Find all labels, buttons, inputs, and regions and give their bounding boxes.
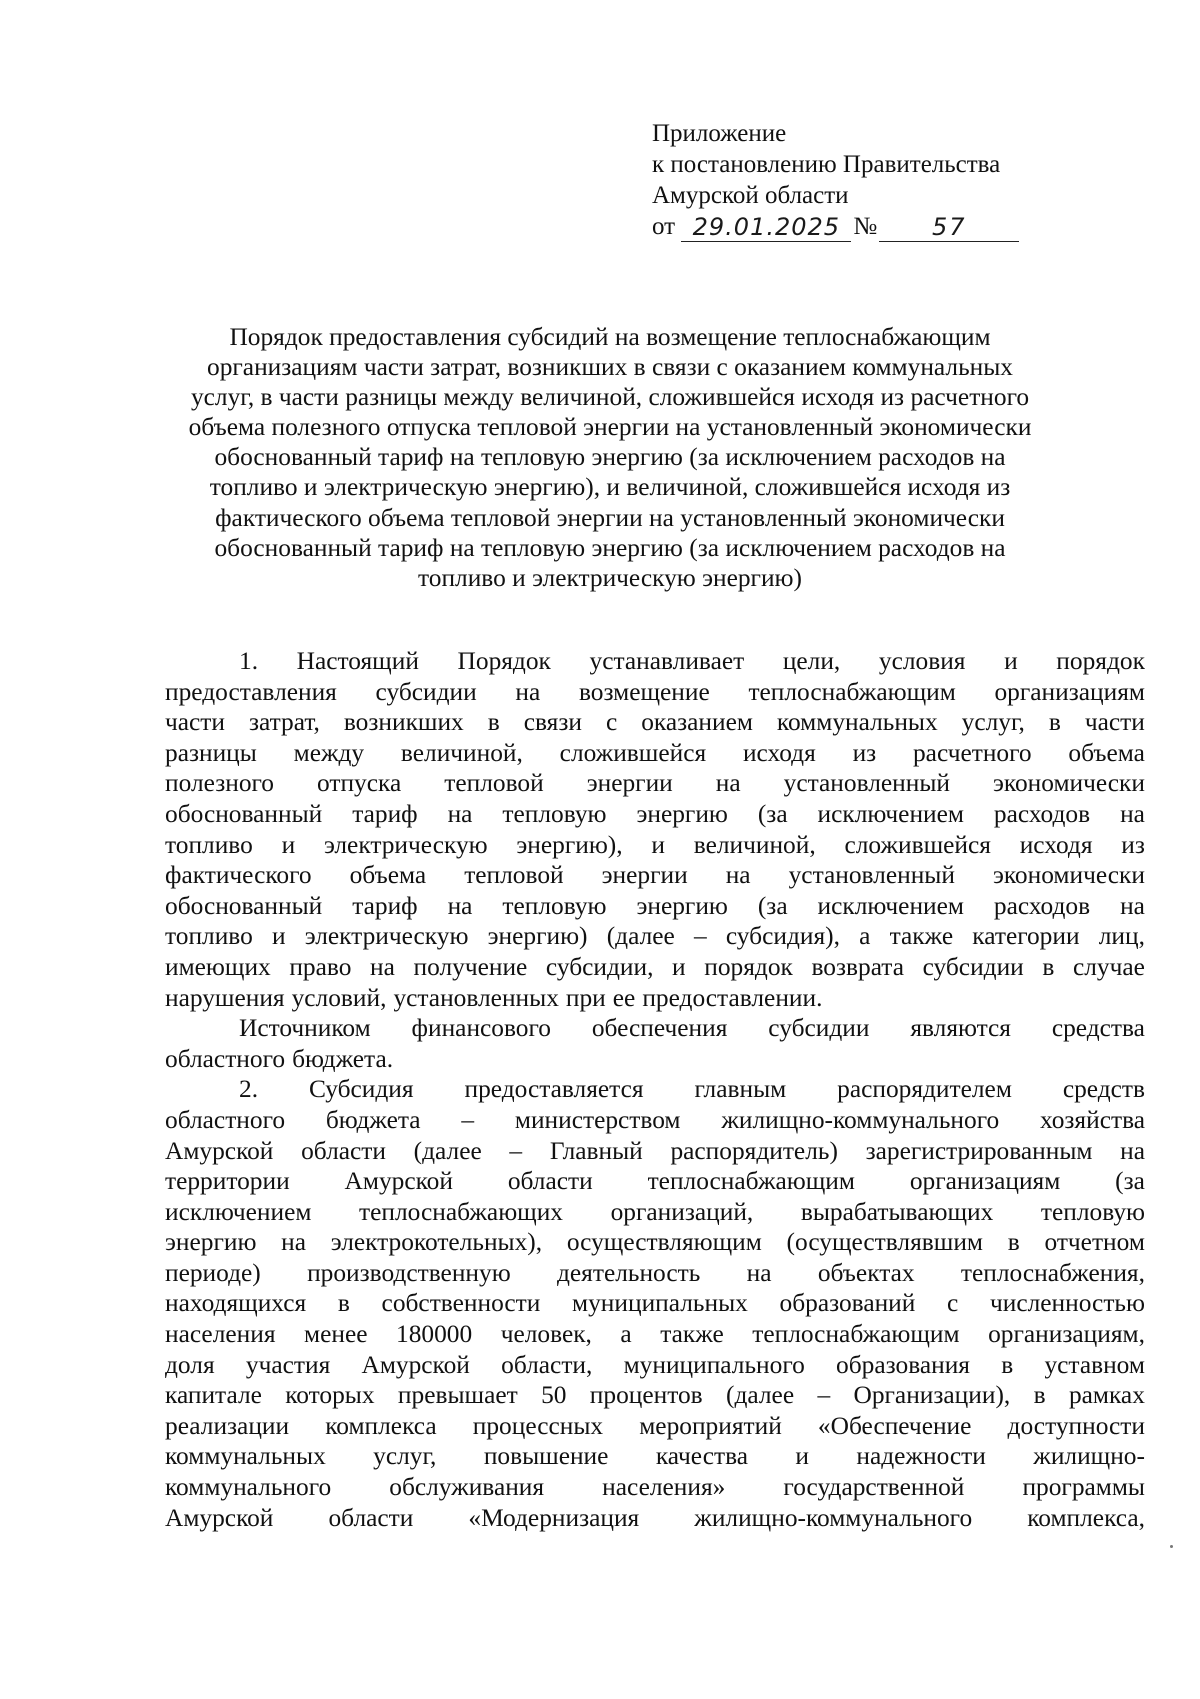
resolution-reference: к постановлению Правительства (652, 151, 1001, 178)
word: и (1004, 647, 1018, 675)
word: организаций, (610, 1197, 754, 1226)
word: величиной, (693, 830, 816, 859)
word: повышение (483, 1442, 609, 1471)
word: тепловую (1040, 1197, 1145, 1226)
word: порядок (1056, 647, 1145, 675)
word: распорядитель) (670, 1136, 838, 1165)
word: доля (165, 1350, 215, 1379)
word: Амурской (344, 1167, 453, 1196)
word: качества (655, 1442, 748, 1471)
word: с (947, 1289, 959, 1318)
word: электрокотельных), (330, 1228, 543, 1257)
word: предоставления (165, 677, 337, 706)
word: государственной (783, 1473, 965, 1502)
word: при (565, 983, 606, 1012)
word: организациям (994, 677, 1145, 706)
word: субсидии (922, 952, 1024, 981)
word: жилищно-коммунального (694, 1503, 973, 1532)
word: право (289, 952, 352, 981)
word: топливо (165, 922, 253, 951)
word: получение (413, 952, 528, 981)
word: категории (972, 922, 1080, 951)
word: установленных (393, 983, 559, 1012)
body-line (165, 1380, 1145, 1411)
word: области (301, 1136, 386, 1165)
word: части (1084, 708, 1145, 737)
word: «Обеспечение (817, 1411, 972, 1440)
word: экономически (993, 769, 1145, 798)
word: энергию (636, 799, 728, 828)
word: энергию (636, 891, 728, 920)
word: области, (501, 1350, 593, 1379)
word: надежности (856, 1442, 986, 1471)
word: оказанием (641, 708, 753, 737)
word: периоде) (165, 1258, 261, 1287)
word: Субсидия (308, 1075, 414, 1104)
body-line (165, 646, 1145, 677)
body-line (165, 1044, 1145, 1075)
word: (далее (413, 1136, 482, 1165)
word: условий, (291, 983, 387, 1012)
word: менее (304, 1320, 368, 1349)
body-line (165, 1288, 1145, 1319)
from-label: от (652, 213, 676, 240)
word: распорядителем (837, 1075, 1012, 1104)
word: теплоснабжающим (748, 677, 956, 706)
word: процессных (472, 1411, 604, 1440)
word: возникших (343, 708, 464, 737)
word: лиц, (1098, 922, 1145, 951)
word: и (672, 952, 686, 981)
word: услуг, (373, 1442, 437, 1471)
word: населения (165, 1320, 276, 1349)
word: образований (779, 1289, 916, 1318)
word: исключением (817, 891, 964, 920)
word: программы (1022, 1473, 1145, 1502)
word: Настоящий (296, 647, 419, 675)
word: случае (1072, 952, 1145, 981)
word: населения» (602, 1473, 726, 1502)
word: в (337, 1289, 350, 1318)
body-line (165, 768, 1145, 799)
word: расходов (993, 891, 1091, 920)
word: условия (878, 647, 966, 675)
word: – (817, 1381, 831, 1410)
word: экономически (992, 861, 1145, 890)
body-line (165, 1105, 1145, 1136)
title-line: организациям части затрат, возникших в связи с оказанием коммунальных (207, 353, 1013, 382)
word: на (1120, 1136, 1145, 1165)
word: исходя (742, 738, 816, 767)
word: 180000 (396, 1320, 473, 1349)
handwritten-date: 29.01.2025 (681, 213, 851, 242)
word: коммунальных (165, 1442, 326, 1471)
word: участия (245, 1350, 331, 1379)
word: превышает (397, 1381, 518, 1410)
body-line (165, 707, 1145, 738)
word: областного (165, 1105, 286, 1134)
word: министерством (514, 1105, 681, 1134)
body-line (165, 891, 1145, 922)
word: также (660, 1320, 724, 1349)
body-line (165, 799, 1145, 830)
word: зарегистрированным (865, 1136, 1093, 1165)
word: расходов (993, 799, 1091, 828)
word: сложившейся (844, 830, 991, 859)
word: затрат, (248, 708, 320, 737)
word: в (1001, 1350, 1014, 1379)
word: обеспечения (591, 1014, 728, 1043)
appendix-header (652, 118, 1019, 242)
word: из (852, 738, 877, 767)
word: отпуска (317, 769, 402, 798)
word: (далее (606, 922, 675, 951)
word: Главный (549, 1136, 643, 1165)
word: Источником (239, 1014, 371, 1043)
word: на (370, 952, 395, 981)
title-line: Порядок предоставления субсидий на возмещение теплоснабжающим (229, 323, 991, 351)
appendix-label: Приложение (652, 120, 787, 147)
body-line (165, 1411, 1145, 1442)
word: коммунального (165, 1473, 332, 1502)
word: хозяйства (1039, 1105, 1145, 1134)
word: (за (757, 891, 788, 920)
word: устанавливает (589, 647, 745, 675)
title-line: фактического объема тепловой энергии на установленный экономически (215, 503, 1005, 532)
title-line: топливо и электрическую энергию), и величиной, сложившейся исходя из (209, 473, 1011, 502)
body-line (165, 830, 1145, 861)
word: возмещение (578, 677, 710, 706)
word: – (693, 922, 707, 951)
word: производственную (307, 1258, 511, 1287)
word: тепловую (502, 891, 607, 920)
word: обоснованный (165, 799, 323, 828)
title-line: объема полезного отпуска тепловой энергии на установленный экономически (188, 413, 1032, 442)
word: (далее (726, 1381, 795, 1410)
word: комплекса (325, 1411, 437, 1440)
body-line (165, 1197, 1145, 1228)
word: рамках (1068, 1381, 1145, 1410)
word: – (461, 1105, 475, 1134)
word: комплекса, (1027, 1503, 1145, 1532)
word: и (272, 922, 286, 951)
word: тариф (352, 891, 418, 920)
word: (осуществлявшим (786, 1228, 983, 1257)
word: энергии (601, 861, 688, 890)
word: жилищно- (1033, 1442, 1145, 1471)
word: Порядок (457, 647, 551, 675)
word: полезного (165, 769, 274, 798)
body-line (165, 1503, 1145, 1534)
word: (за (1115, 1167, 1145, 1196)
word: теплоснабжающих (359, 1197, 563, 1226)
word: разницы (165, 738, 257, 767)
word: финансового (411, 1014, 551, 1043)
word: средств (1062, 1075, 1145, 1104)
word: мероприятий (639, 1411, 782, 1440)
word: вырабатывающих (800, 1197, 994, 1226)
word: на (1120, 891, 1145, 920)
word: области (328, 1503, 414, 1532)
scan-speck (1170, 1545, 1173, 1548)
word: Амурской (165, 1503, 274, 1532)
word: на (447, 891, 473, 920)
word: человек, (500, 1320, 592, 1349)
title-line: обоснованный тариф на тепловую энергию (за исключением расходов на (214, 533, 1006, 562)
word: бюджета (325, 1105, 421, 1134)
word: объема (349, 861, 427, 890)
word: областного (165, 1044, 286, 1073)
word: обслуживания (389, 1473, 545, 1502)
word: цели, (782, 647, 841, 675)
body-line (165, 1441, 1145, 1472)
word: и (651, 830, 665, 859)
body-line (165, 1013, 1145, 1044)
word: топливо (165, 830, 253, 859)
word: установленный (783, 769, 950, 798)
word: доступности (1007, 1411, 1145, 1440)
title-line: услуг, в части разницы между величиной, сложившейся исходя из расчетного (190, 383, 1030, 412)
word: Амурской (165, 1136, 274, 1165)
word: Амурской (361, 1350, 470, 1379)
word: связи (523, 708, 582, 737)
word: в (1007, 1228, 1020, 1257)
word: организациям (909, 1167, 1061, 1196)
word: из (1121, 830, 1145, 859)
title-line: обоснованный тариф на тепловую энергию (за исключением расходов на (214, 443, 1006, 472)
body-line (165, 1258, 1145, 1289)
body-line (165, 1350, 1145, 1381)
word: электрическую (323, 830, 488, 859)
word: энергию), (516, 830, 623, 859)
word: деятельность (556, 1258, 701, 1287)
word: теплоснабжающим (647, 1167, 855, 1196)
word: субсидия), (725, 922, 840, 951)
word: имеющих (165, 952, 271, 981)
word: величиной, (400, 738, 523, 767)
word: территории (165, 1167, 290, 1196)
word: ее (612, 983, 636, 1012)
word: энергии (586, 769, 673, 798)
word: на (746, 1258, 772, 1287)
word: а (620, 1320, 632, 1349)
word: капитале (165, 1381, 262, 1410)
body-line (165, 952, 1145, 983)
word: которых (285, 1381, 375, 1410)
word: жилищно-коммунального (721, 1105, 1000, 1134)
word: возврата (811, 952, 904, 981)
word: (за (757, 799, 788, 828)
word: Организации), (853, 1381, 1011, 1410)
word: в (1033, 1381, 1046, 1410)
word: средства (1051, 1014, 1145, 1043)
body-line (165, 1227, 1145, 1258)
body-line (165, 677, 1145, 708)
word: а (859, 922, 871, 951)
word: исключением (817, 799, 964, 828)
word: теплоснабжения, (960, 1258, 1145, 1287)
word: – (509, 1136, 523, 1165)
word: тепловой (464, 861, 564, 890)
word: тариф (352, 799, 418, 828)
word: исключением (165, 1197, 312, 1226)
word: электрическую (304, 922, 469, 951)
word: бюджета. (292, 1044, 394, 1073)
word: услуг, (961, 708, 1025, 737)
body-line (165, 921, 1145, 952)
word: также (889, 922, 954, 951)
word: коммунальных (776, 708, 938, 737)
word: с (605, 708, 618, 737)
word: отчетном (1044, 1228, 1145, 1257)
word: численностью (989, 1289, 1145, 1318)
word: 1. (239, 647, 259, 675)
word: на (715, 769, 741, 798)
word: на (725, 861, 751, 890)
title-line: топливо и электрическую энергию) (418, 563, 802, 592)
word: субсидии, (545, 952, 654, 981)
word: на (281, 1228, 307, 1257)
word: сложившейся (559, 738, 707, 767)
body-line (165, 1136, 1145, 1167)
word: части (165, 708, 225, 737)
word: субсидии (375, 677, 477, 706)
word: и (795, 1442, 809, 1471)
word: собственности (381, 1289, 541, 1318)
word: «Модернизация (468, 1503, 640, 1532)
word: на (515, 677, 541, 706)
word: в (1048, 708, 1061, 737)
word: исходя (1019, 830, 1093, 859)
word: муниципального (623, 1350, 805, 1379)
word: находящихся (165, 1289, 307, 1318)
word: объектах (817, 1258, 915, 1287)
word: на (1120, 799, 1145, 828)
word: в (1042, 952, 1055, 981)
body-line (165, 860, 1145, 891)
word: в (487, 708, 500, 737)
word: фактического (165, 861, 312, 890)
word: теплоснабжающим (752, 1320, 960, 1349)
word: 2. (239, 1075, 259, 1104)
word: нарушения (165, 983, 285, 1012)
word: являются (910, 1014, 1011, 1043)
word: уставном (1044, 1350, 1145, 1379)
body-line (165, 1074, 1145, 1105)
word: образования (836, 1350, 970, 1379)
word: порядок (704, 952, 793, 981)
word: 50 (541, 1381, 567, 1410)
date-number-line (652, 211, 1019, 242)
body-line (165, 1166, 1145, 1197)
word: обоснованный (165, 891, 323, 920)
word: энергию) (487, 922, 588, 951)
word: и (281, 830, 296, 859)
word: осуществляющим (566, 1228, 762, 1257)
number-sign: № (853, 213, 878, 240)
document-title (150, 322, 1070, 593)
word: энергию (165, 1228, 257, 1257)
word: на (447, 799, 473, 828)
document-body (165, 646, 1145, 1533)
word: предоставляется (464, 1075, 644, 1104)
word: реализации (165, 1411, 290, 1440)
body-line (165, 1472, 1145, 1503)
word: организациям, (988, 1320, 1145, 1349)
word: расчетного (912, 738, 1032, 767)
word: объема (1068, 738, 1145, 767)
word: тепловой (444, 769, 544, 798)
word: между (293, 738, 365, 767)
body-line (165, 738, 1145, 769)
word: предоставлении. (642, 983, 823, 1012)
word: тепловую (502, 799, 607, 828)
body-line (165, 983, 1145, 1014)
handwritten-number: 57 (879, 213, 1019, 242)
word: установленный (788, 861, 955, 890)
word: субсидии (768, 1014, 870, 1043)
word: области (507, 1167, 593, 1196)
region-name: Амурской области (652, 182, 849, 209)
word: главным (694, 1075, 787, 1104)
word: муниципальных (572, 1289, 748, 1318)
body-line (165, 1319, 1145, 1350)
word: процентов (589, 1381, 703, 1410)
